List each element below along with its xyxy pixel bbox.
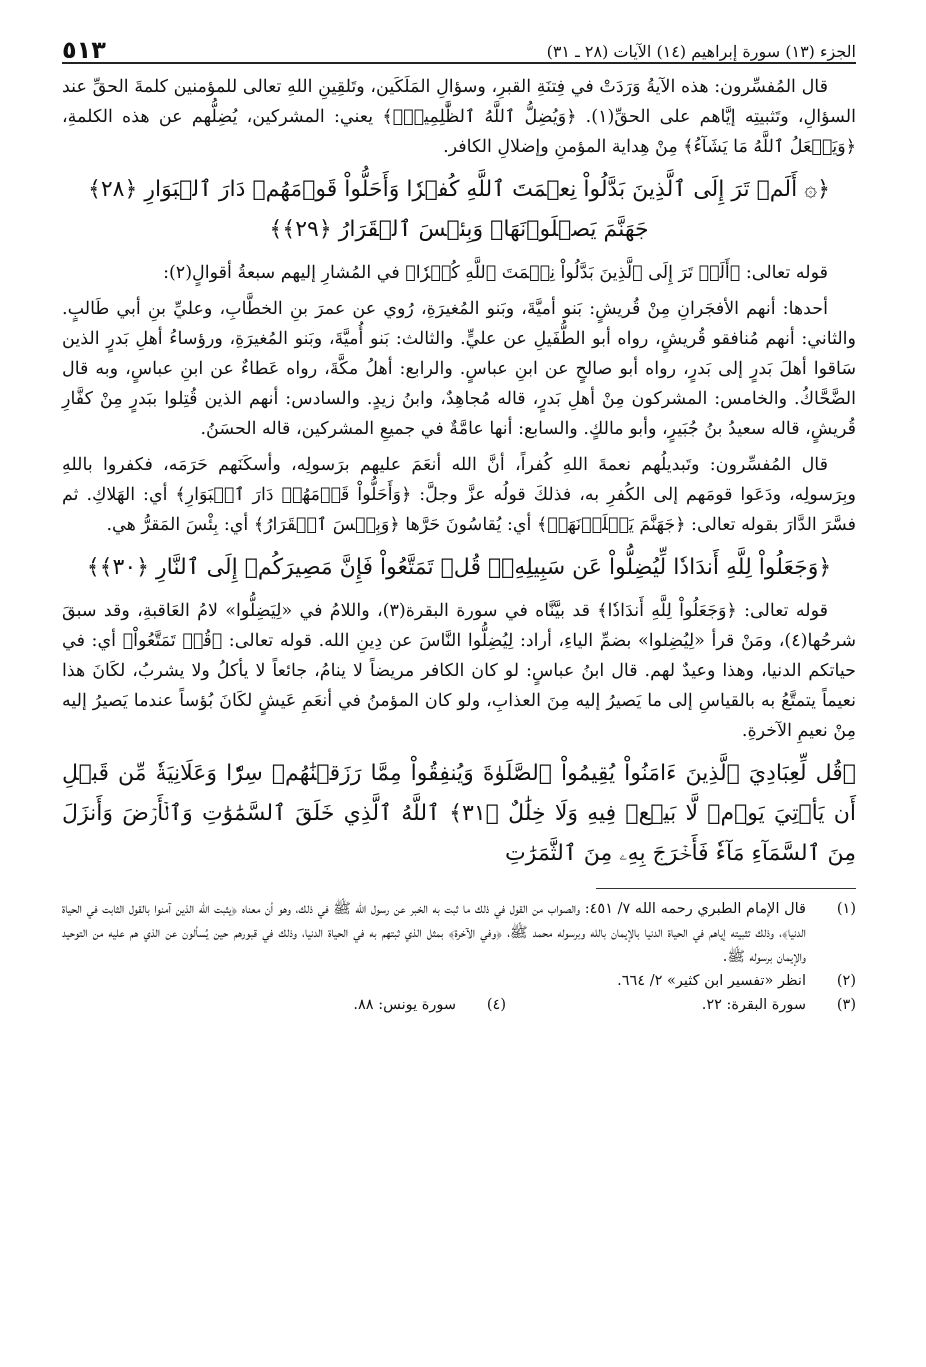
paragraph-1: قال المُفسِّرون: هذه الآيةُ وَرَدَتْ في فِتنَةِ القبرِ، وسؤالِ المَلَكَين، وتَلقِينِ اللهِ تعالى للمؤمنين كلمةَ الحقِّ عند السؤالِ، وتَثبيتِه إيَّاهم على الحقِّ(١). ﴿وَيُضِلُّ ٱللَّهُ ٱلظَّٰلِمِينَۚ﴾ يعني: المشركين، يُضِلُّهم عن هذه الكلمةِ، ﴿وَيَفۡعَلُ ٱللَّهُ مَا يَشَآءُ﴾ مِنْ هِداية المؤمنِ وإضلالِ الكافر. <box>62 77 856 157</box>
footnote-rule <box>596 888 856 889</box>
footnote-row-3-4 <box>62 993 856 1017</box>
footnote-text: سورة البقرة: ٢٢. <box>701 997 806 1013</box>
footnote-number: (١) <box>836 901 856 917</box>
footnote-number: (٢) <box>836 973 856 989</box>
paragraph-3: أحدها: أنهم الأفجَرانِ مِنْ قُريشٍ: بَنو أميَّةَ، وبَنو المُغيرَةِ، رُوي عن عمرَ بنِ الخطَّابِ، وعليِّ بنِ أبي طَالبٍ. والثاني: أنهم مُنافقو قُريشٍ، رواه أبو الطُّفَيلِ عن عليٍّ. والثالث: بَنو أُميَّةَ، وبَنو المُغيرَةِ، ورؤساءُ أهلِ بَدرٍ الذين سَاقوا أهلَ بَدرٍ إلى بَدرٍ، رواه أبو صالحٍ عن ابنِ عباسٍ. والرابع: أهلُ مكَّةَ، رواه عَطاءٌ عن ابنِ عباسٍ، وبه قال الضَّحَّاكُ. والخامس: المشركون مِنْ أهلِ بَدرٍ، قاله مُجاهِدٌ، وابنُ زيدٍ. والسادس: أنهم الذين قُتِلوا ببَدرٍ مِنْ كفَّارِ قُريشٍ، قاله سعيدُ بنُ جُبَيرٍ، وأبو مالكٍ. والسابع: أنها عامَّةٌ في جميعِ المشركين، قاله الحسَنُ. <box>62 299 856 439</box>
page-number: ٥١٣ <box>62 36 106 64</box>
footnote-number: (٤) <box>486 997 506 1013</box>
paragraph-5: قوله تعالى: ﴿وَجَعَلُواْ لِلَّهِ أَندَادٗا﴾ قد بيَّنَّاه في سورة البقرة(٣)، واللامُ في «لِيَضِلُّوا» لامُ العَاقبةِ، وقد سبقَ شرحُها(٤)، ومَنْ قرأ «لِيُضِلوا» بضمِّ الياءِ، أراد: لِيُضِلُّوا النَّاسَ عن دِينِ الله. قوله تعالى: ﴿قُلۡ تَمَتَّعُواْ﴾ أي: في حياتكم الدنيا، وهذا وعيدٌ لهم. قال ابنُ عباسٍ: لو كان الكافر مريضاً لا ينامُ، جائعاً لا يأكلُ ولا يشربُ، لكَانَ هذا نعيماً يتمتَّعُ به بالقياسِ إلى ما يَصيرُ إليه مِنَ العذابِ، ولو كان المؤمنُ في أنعَمِ عَيشٍ لكَانَ بُؤساً عندما يَصيرُ إليه مِنْ نعيمِ الآخرةِ. <box>62 601 856 741</box>
quran-verse-28-29: ﴿۞ أَلَمۡ تَرَ إِلَى ٱلَّذِينَ بَدَّلُواْ نِعۡمَتَ ٱللَّهِ كُفۡرٗا وَأَحَلُّواْ قَوۡمَهُمۡ دَارَ ٱلۡبَوَارِ ﴿٢٨﴾ جَهَنَّمَ يَصۡلَوۡنَهَاۖ وَبِئۡسَ ٱلۡقَرَارُ ﴿٢٩﴾﴾ <box>87 177 831 242</box>
page-header <box>62 28 856 62</box>
paragraph-2: قوله تعالى: ﴿أَلَمۡ تَرَ إِلَى ٱلَّذِينَ بَدَّلُواْ نِعۡمَتَ ٱللَّهِ كُفۡرٗا﴾ في المُشارِ إليهم سبعةُ أقوالٍ(٢): <box>163 263 828 283</box>
quran-verse-30: ﴿وَجَعَلُواْ لِلَّهِ أَندَادٗا لِّيُضِلُّواْ عَن سَبِيلِهِۦۗ قُلۡ تَمَتَّعُواْ فَإِنَّ مَصِيرَكُمۡ إِلَى ٱلنَّارِ ﴿٣٠﴾﴾ <box>86 555 832 580</box>
footnote-text: قال الإمام الطبري رحمه الله ٧/ ٤٥١: والصواب من القول في ذلك ما ثبت به الخبر عن رسول الله ﷺ في ذلك، وهو أن معناه ﴿يثبت الله الذين آمنوا بالقول الثابت في الحياة الدنيا﴾، وذلك تثبيته إياهم في الحياة الدنيا بالإيمان بالله وبرسوله محمد ﷺ، ﴿وفي الآخرة﴾ بمثل الذي ثبتهم به في الحياة الدنيا، وذلك في قبورهم حين يُسألون عن الذي هم عليه من التوحيد والإيمان برسوله ﷺ. <box>62 901 806 965</box>
footnote-text: انظر «تفسير ابن كثير» ٢/ ٦٦٤. <box>617 973 806 989</box>
running-head: الجزء (١٣) سورة إبراهيم (١٤) الآيات (٢٨ ـ ٣١) <box>546 42 856 61</box>
footnotes <box>62 897 856 1017</box>
main-text <box>62 72 856 874</box>
footnote-text: سورة يونس: ٨٨. <box>353 997 456 1013</box>
footnote-1 <box>62 897 856 969</box>
footnote-number: (٣) <box>836 997 856 1013</box>
quran-verse-31-32: ﴿قُل لِّعِبَادِيَ ٱلَّذِينَ ءَامَنُواْ يُقِيمُواْ ٱلصَّلَوٰةَ وَيُنفِقُواْ مِمَّا رَزَقۡنَٰهُمۡ سِرّٗا وَعَلَانِيَةٗ مِّن قَبۡلِ أَن يَأۡتِيَ يَوۡمٞ لَّا بَيۡعٞ فِيهِ وَلَا خِلَٰلٌ ﴿٣١﴾ ٱللَّهُ ٱلَّذِي خَلَقَ ٱلسَّمَٰوَٰتِ وَٱلۡأَرۡضَ وَأَنزَلَ مِنَ ٱلسَّمَآءِ مَآءٗ فَأَخۡرَجَ بِهِۦ مِنَ ٱلثَّمَرَٰتِ <box>62 761 856 866</box>
footnote-2 <box>62 969 856 993</box>
paragraph-4: قال المُفسِّرون: وتَبديلُهم نعمةَ اللهِ كُفراً، أنَّ الله أنعَمَ عليهم برَسولِه، وأسكَنَهم حَرَمَه، فكفروا باللهِ وبِرَسولِه، ودَعَوا قومَهم إلى الكُفرِ به، فذلكَ قولُه عزَّ وجلَّ: ﴿وَأَحَلُّواْ قَوۡمَهُمۡ دَارَ ٱلۡبَوَارِ﴾ أي: الهَلاكِ. ثم فسَّرَ الدَّارَ بقوله تعالى: ﴿جَهَنَّمَ يَصۡلَوۡنَهَاۖ﴾ أي: يُقاسُونَ حَرَّها ﴿وَبِئۡسَ ٱلۡقَرَارُ﴾ أي: بِئْسَ المَقرُّ هي. <box>62 455 856 535</box>
header-rule <box>62 62 856 64</box>
